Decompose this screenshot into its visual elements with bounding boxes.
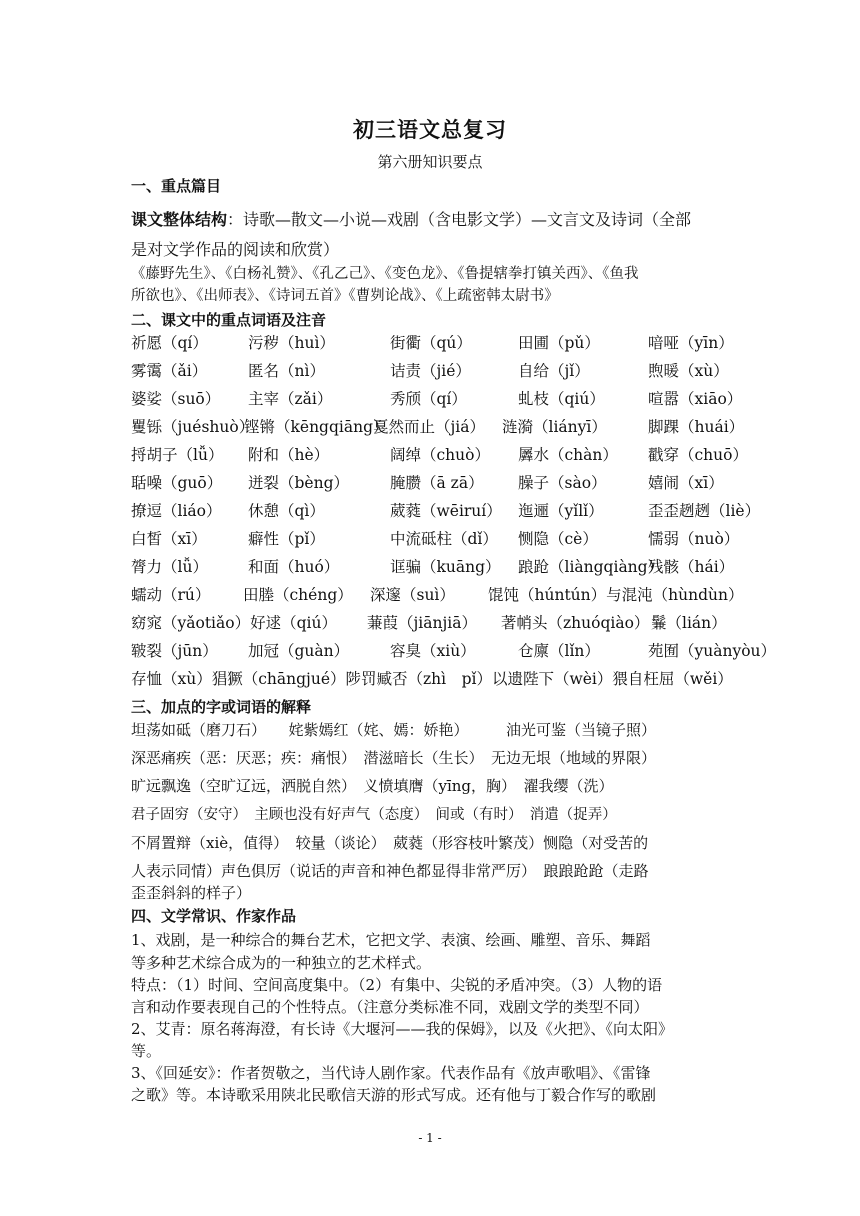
structure-label: 课文整体结构 xyxy=(131,210,228,229)
explain-line: 人表示同情）声色俱厉（说话的声音和神色都显得非常严厉） 踉踉跄跄（走路 xyxy=(131,862,649,880)
vocab-entry: 秀颀（qí） xyxy=(390,390,467,408)
titles-line-1: 《藤野先生》、《白杨礼赞》、《孔乙己》、《变色龙》、《鲁提辖拳打镇关西》、《鱼我 xyxy=(131,266,639,282)
vocab-row xyxy=(131,555,733,577)
literature-line: 特点：（1）时间、空间高度集中。（2）有集中、尖锐的矛盾冲突。（3）人物的语 xyxy=(131,976,663,994)
vocab-row xyxy=(131,639,777,661)
literature-line: 等多种艺术综合成为的一种独立的艺术样式。 xyxy=(131,954,432,972)
section-heading-3: 三、加点的字或词语的解释 xyxy=(131,698,312,716)
vocab-entry: 阔绰（chuò） xyxy=(390,446,490,464)
structure-line xyxy=(131,210,731,230)
vocab-entry: 存恤（xù）猖獗（chāngjué）陟罚臧否（zhì pǐ）以遗陛下（wèi）猥自枉屈（wěi） xyxy=(131,670,733,688)
vocab-entry: 嬉闹（xī） xyxy=(648,474,724,492)
vocab-entry: 腌臜（ā zā） xyxy=(390,474,484,492)
vocab-entry: 迸裂（bèng） xyxy=(248,474,350,492)
vocab-row xyxy=(131,527,740,549)
vocab-entry: 污秽（huì） xyxy=(248,334,335,352)
page-subtitle: 第六册知识要点 xyxy=(377,153,483,171)
vocab-entry: 诓骗（kuāng） xyxy=(390,558,501,576)
literature-line: 2、艾青：原名蒋海澄，有长诗《大堰河——我的保姆》，以及《火把》、《向太阳》 xyxy=(131,1020,674,1038)
explain-line: 不屑置辩（xiè，值得） 较量（谈论） 葳蕤（形容枝叶繁茂）恻隐（对受苦的 xyxy=(131,834,649,852)
vocab-entry: 街衢（qú） xyxy=(390,334,472,352)
vocab-entry: 白皙（xī） xyxy=(131,530,207,548)
vocab-entry: 葳蕤（wēiruí） xyxy=(390,502,502,520)
vocab-row xyxy=(131,359,733,381)
vocab-entry: 懦弱（nuò） xyxy=(648,530,740,548)
literature-line: 言和动作要表现自己的个性特点。（注意分类标准不同，戏剧文学的类型不同） xyxy=(131,998,649,1016)
vocab-entry: 戳穿（chuō） xyxy=(648,446,748,464)
vocab-entry: 馄饨（húntún）与混沌（hùndùn） xyxy=(488,586,744,604)
vocab-entry: 中流砥柱（dǐ） xyxy=(390,530,498,548)
vocab-entry: 聒噪（guō） xyxy=(131,474,223,492)
vocab-entry: 婆娑（suō） xyxy=(131,390,221,408)
vocab-entry: 膂力（lǚ） xyxy=(131,558,208,576)
vocab-entry: 癖性（pǐ） xyxy=(248,530,325,548)
vocab-entry: 虬枝（qiú） xyxy=(518,390,605,408)
vocab-entry: 蒹葭（jiānjiā） xyxy=(367,614,477,632)
explain-line: 歪歪斜斜的样子） xyxy=(131,884,252,902)
vocab-row xyxy=(131,611,733,633)
section-heading-2: 二、课文中的重点词语及注音 xyxy=(131,311,327,329)
vocab-entry: 著帩头（zhuóqiào） xyxy=(501,614,650,632)
vocab-entry: 诘责（jié） xyxy=(390,362,471,380)
vocab-entry: 喑哑（yīn） xyxy=(648,334,734,352)
vocab-row xyxy=(131,443,748,465)
titles-line-2: 所欲也》、《出师表》、《诗词五首》《曹刿论战》、《上疏密韩太尉书》 xyxy=(131,288,559,304)
explain-line: 深恶痛疾（恶：厌恶；疾：痛恨） 潜滋暗长（生长） 无边无垠（地域的界限） xyxy=(131,749,657,767)
literature-line: 3、《回延安》：作者贺敬之，当代诗人剧作家。代表作品有《放声歌唱》、《雷锋 xyxy=(131,1064,651,1082)
page-title: 初三语文总复习 xyxy=(353,117,507,142)
vocab-entry: 喧嚣（xiāo） xyxy=(648,390,743,408)
literature-line: 等。 xyxy=(131,1042,162,1060)
vocab-entry: 皲裂（jūn） xyxy=(131,642,218,660)
vocab-entry: 蠕动（rú） xyxy=(131,586,211,604)
vocab-entry: 臊子（sào） xyxy=(518,474,607,492)
vocab-entry: 捋胡子（lǚ） xyxy=(131,446,224,464)
vocab-row xyxy=(131,387,743,409)
vocab-row xyxy=(131,667,733,689)
vocab-row xyxy=(131,415,745,437)
vocab-entry: 容臭（xiù） xyxy=(390,642,476,660)
explain-line: 坦荡如砥（磨刀石） 姹紫嫣红（姹、嫣：娇艳） 油光可鉴（当镜子照） xyxy=(131,721,657,739)
vocab-entry: 恻隐（cè） xyxy=(518,530,598,548)
vocab-row xyxy=(131,583,744,605)
vocab-entry: 歪歪趔趔（liè） xyxy=(648,502,761,520)
vocab-entry: 煦暖（xù） xyxy=(648,362,729,380)
page-number: - 1 - xyxy=(418,1131,442,1145)
vocab-row xyxy=(131,331,733,353)
vocab-entry: 脚踝（huái） xyxy=(648,418,745,436)
vocab-entry: 涟漪（liányī） xyxy=(502,418,607,436)
vocab-entry: 田圃（pǔ） xyxy=(518,334,600,352)
vocab-entry: 祈愿（qí） xyxy=(131,334,208,352)
section-heading-1: 一、重点篇目 xyxy=(131,177,222,195)
section-heading-4: 四、文学常识、作家作品 xyxy=(131,907,297,925)
vocab-entry: 附和（hè） xyxy=(248,446,330,464)
vocab-entry: 自给（jǐ） xyxy=(518,362,590,380)
structure-line-2: 是对文学作品的阅读和欣赏） xyxy=(131,240,340,259)
vocab-row xyxy=(131,499,761,521)
vocab-entry: 鬑（lián） xyxy=(651,614,727,632)
explain-line: 君子固穷（安守） 主顾也没有好声气（态度） 间或（有时） 消遣（捉弄） xyxy=(131,807,617,823)
vocab-entry: 深邃（suì） xyxy=(370,586,455,604)
vocab-entry: 加冠（guàn） xyxy=(248,642,350,660)
literature-line: 1、戏剧，是一种综合的舞台艺术，它把文学、表演、绘画、雕塑、音乐、舞蹈 xyxy=(131,931,651,949)
vocab-entry: 仓廪（lǐn） xyxy=(518,642,600,660)
explain-line: 旷远飘逸（空旷辽远，洒脱自然） 义愤填膺（yīng，胸） 濯我缨（洗） xyxy=(131,777,614,795)
vocab-entry: 铿锵（kēngqiāng） xyxy=(244,418,389,436)
vocab-entry: 迤逦（yǐlǐ） xyxy=(518,502,604,520)
vocab-entry: 矍铄（juéshuò） xyxy=(131,418,255,436)
vocab-entry: 休憩（qì） xyxy=(248,502,325,520)
vocab-entry: 残骸（hái） xyxy=(648,558,735,576)
structure-text: ：诗歌—散文—小说—戏剧（含电影文学）—文言文及诗词（全部 xyxy=(227,210,692,229)
literature-line: 之歌》等。本诗歌采用陕北民歌信天游的形式写成。还有他与丁毅合作写的歌剧 xyxy=(131,1086,657,1104)
vocab-entry: 雾霭（ǎi） xyxy=(131,362,208,380)
vocab-entry: 窈窕（yǎotiǎo）好逑（qiú） xyxy=(131,614,337,632)
vocab-entry: 苑囿（yuànyòu） xyxy=(648,642,777,660)
vocab-row xyxy=(131,471,733,493)
vocab-entry: 匿名（nì） xyxy=(248,362,325,380)
vocab-entry: 羼水（chàn） xyxy=(518,446,618,464)
vocab-entry: 撩逗（liáo） xyxy=(131,502,222,520)
vocab-entry: 主宰（zǎi） xyxy=(248,390,333,408)
vocab-entry: 戛然而止（jiá） xyxy=(373,418,486,436)
vocab-entry: 踉跄（liàngqiàng） xyxy=(518,558,664,576)
vocab-entry: 和面（huó） xyxy=(248,558,340,576)
vocab-entry: 田塍（chéng） xyxy=(243,586,353,604)
